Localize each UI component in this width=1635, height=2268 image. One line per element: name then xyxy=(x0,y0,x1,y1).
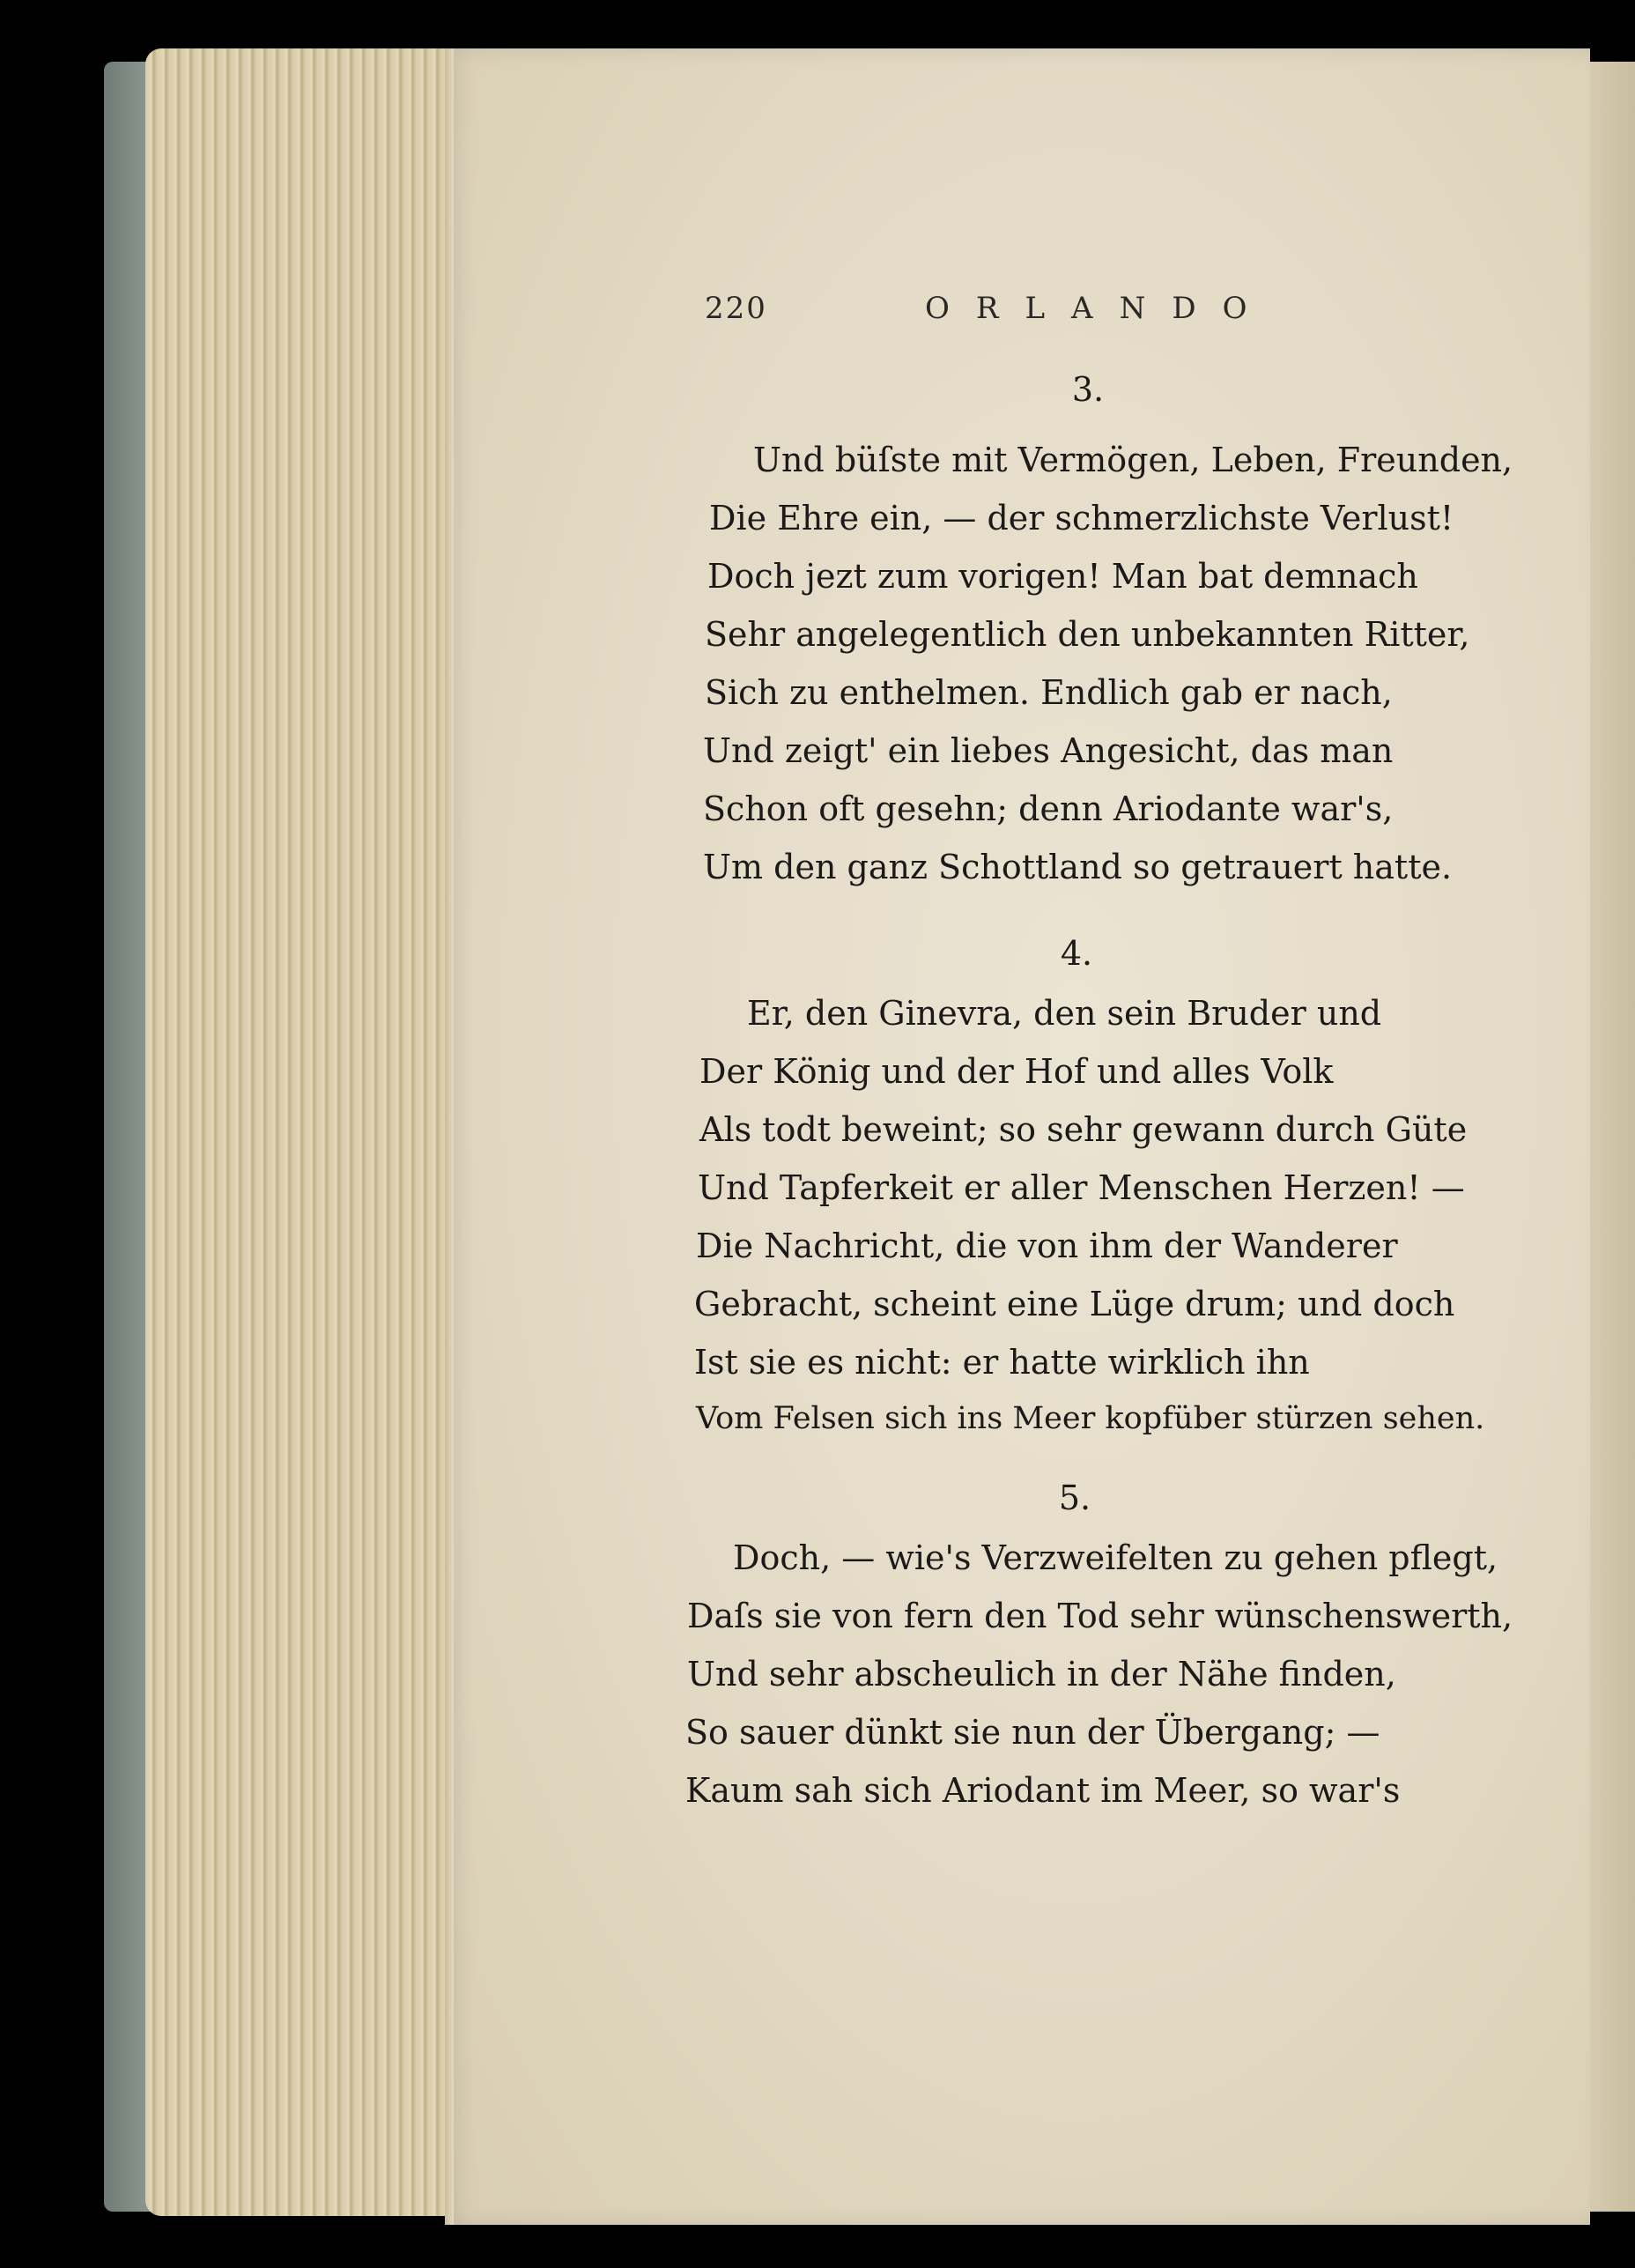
verse-line: Kaum sah sich Ariodant im Meer, so war's xyxy=(685,1771,1401,1810)
page-number: 220 xyxy=(705,291,767,326)
stanza-number: 5. xyxy=(1058,1479,1091,1517)
verse-line: Doch, — wie's Verzweifelten zu gehen pflegt, xyxy=(733,1538,1498,1577)
verse-line: Doch jezt zum vorigen! Man bat demnach xyxy=(707,557,1418,596)
verse-line: Sich zu enthelmen. Endlich gab er nach, xyxy=(705,673,1393,712)
verse-line: Sehr angelegentlich den unbekannten Ritter, xyxy=(705,615,1470,654)
page-stack-edges xyxy=(145,48,445,2216)
verse-line: Gebracht, scheint eine Lüge drum; und doch xyxy=(694,1285,1455,1323)
verse-line: Er, den Ginevra, den sein Bruder und xyxy=(747,994,1382,1033)
verse-line: Als todt beweint; so sehr gewann durch Güte xyxy=(699,1110,1468,1149)
verse-line: Um den ganz Schottland so getrauert hatte. xyxy=(703,848,1453,886)
facing-page-edge xyxy=(1590,62,1635,2212)
verse-line: Die Nachricht, die von ihm der Wanderer xyxy=(696,1227,1398,1265)
verse-line: Und sehr abscheulich in der Nähe finden, xyxy=(687,1655,1396,1694)
verse-line: Und büſste mit Vermögen, Leben, Freunden, xyxy=(753,441,1513,479)
stanza-number: 4. xyxy=(1060,934,1093,973)
verse-line: Schon oft gesehn; denn Ariodante war's, xyxy=(703,789,1394,828)
verse-line: Und Tapferkeit er aller Menschen Herzen! — xyxy=(698,1168,1465,1207)
verse-line: Und zeigt' ein liebes Angesicht, das man xyxy=(703,731,1394,770)
verse-line: Daſs sie von fern den Tod sehr wünschenswerth, xyxy=(687,1597,1513,1635)
verse-line: Der König und der Hof und alles Volk xyxy=(699,1052,1334,1091)
verse-line: Die Ehre ein, — der schmerzlichste Verlust! xyxy=(709,499,1454,537)
running-head xyxy=(705,291,1339,335)
page-gutter xyxy=(445,48,454,2225)
verse-line: So sauer dünkt sie nun der Übergang; — xyxy=(685,1713,1380,1752)
stanza-number: 3. xyxy=(1071,370,1105,409)
running-title: ORLANDO xyxy=(925,291,1274,326)
verse-line: Ist sie es nicht: er hatte wirklich ihn xyxy=(694,1343,1310,1382)
verse-line: Vom Felsen sich ins Meer kopfüber stürzen sehen. xyxy=(696,1401,1485,1436)
